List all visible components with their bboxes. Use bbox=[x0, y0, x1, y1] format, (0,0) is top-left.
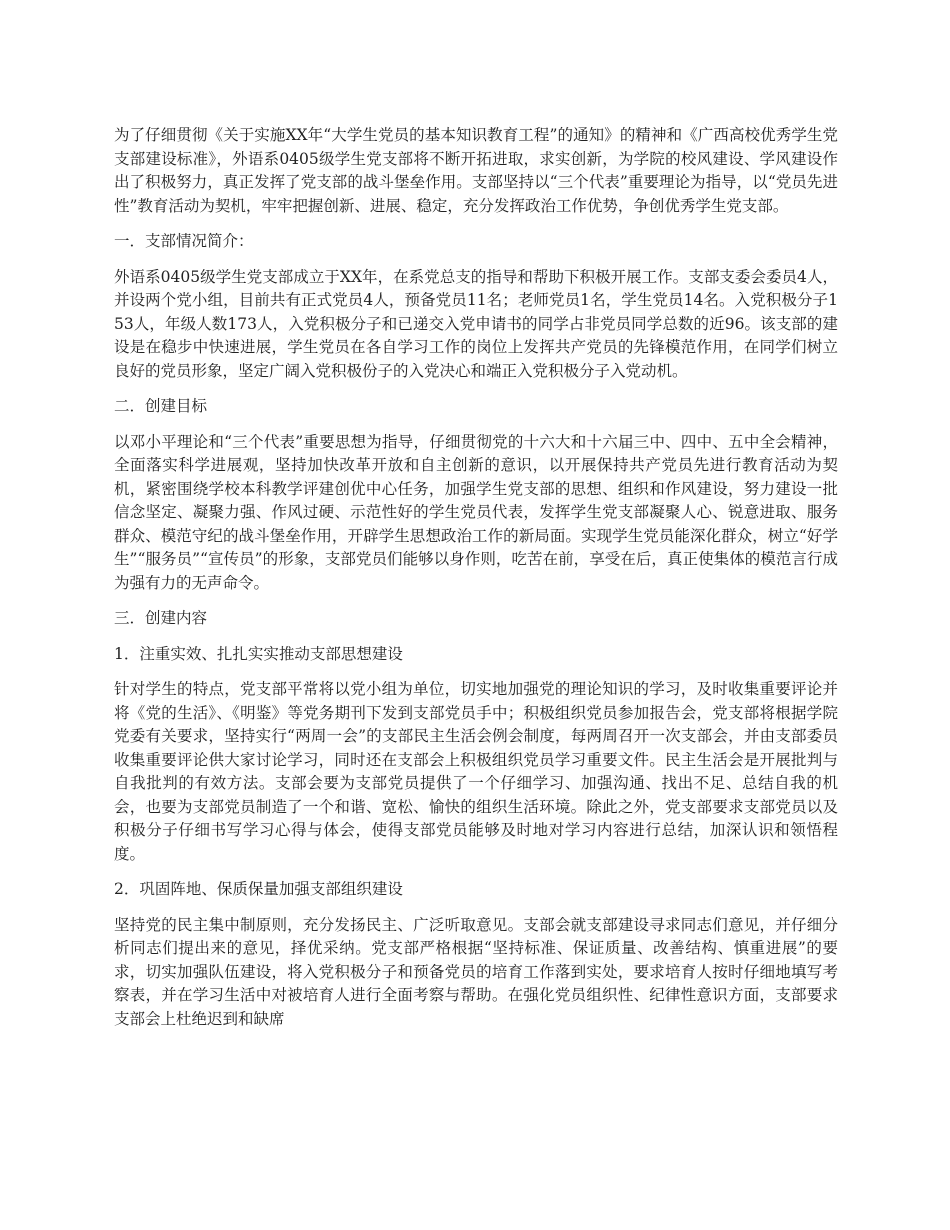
document-body bbox=[114, 124, 838, 1043]
subsection-2-paragraph: 坚持党的民主集中制原则，充分发扬民主、广泛听取意见。支部会就支部建设寻求同志们意见，并仔细分析同志们提出来的意见，择优采纳。党支部严格根据“坚持标准、保证质量、改善结构、慎重进展”的要求，切实加强队伍建设，将入党积极分子和预备党员的培育工作落到实处，要求培育人按时仔细地填写考察表，并在学习生活中对被培育人进行全面考察与帮助。在强化党员组织性、纪律性意识方面，支部要求支部会上杜绝迟到和缺席 bbox=[114, 915, 838, 1028]
intro-paragraph: 为了仔细贯彻《关于实施XX年“大学生党员的基本知识教育工程”的通知》的精神和《广西高校优秀学生党支部建设标准》，外语系0405级学生党支部将不断开拓进取，求实创新，为学院的校风建设、学风建设作出了积极努力，真正发挥了党支部的战斗堡垒作用。支部坚持以“三个代表”重要理论为指导，以“党员先进性”教育活动为契机，牢牢把握创新、进展、稳定，充分发挥政治工作优势，争创优秀学生党支部。 bbox=[114, 126, 838, 215]
subsection-heading-1: 1．注重实效、扎扎实实推动支部思想建设 bbox=[114, 644, 403, 663]
section-heading-3: 三．创建内容 bbox=[114, 609, 208, 627]
section-2-paragraph: 以邓小平理论和“三个代表”重要思想为指导，仔细贯彻党的十六大和十六届三中、四中、五中全会精神，全面落实科学进展观，坚持加快改革开放和自主创新的意识，以开展保持共产党员先进行教育活动为契机，紧密围绕学校本科教学评建创优中心任务，加强学生党支部的思想、组织和作风建设，努力建设一批信念坚定、凝聚力强、作风过硬、示范性好的学生党员代表，发挥学生党支部凝聚人心、锐意进取、服务群众、模范守纪的战斗堡垒作用，开辟学生思想政治工作的新局面。实现学生党员能深化群众，树立“好学生”“服务员”“宣传员”的形象，支部党员们能够以身作则，吃苦在前，享受在后，真正使集体的模范言行成为强有力的无声命令。 bbox=[114, 432, 838, 592]
subsection-heading-2: 2．巩固阵地、保质保量加强支部组织建设 bbox=[114, 880, 403, 898]
section-1-paragraph: 外语系0405级学生党支部成立于XX年，在系党总支的指导和帮助下积极开展工作。支部支委会委员4人，并设两个党小组，目前共有正式党员4人，预备党员11名；老师党员1名，学生党员14名。入党积极分子153人，年级人数173人，入党积极分子和已递交入党申请书的同学占非党员同学总数的近96。该支部的建设是在稳步中快速进展，学生党员在各自学习工作的岗位上发挥共产党员的先锋模范作用，在同学们树立良好的党员形象，坚定广阔入党积极份子的入党决心和端正入党积极分子入党动机。 bbox=[114, 267, 838, 380]
subsection-1-paragraph: 针对学生的特点，党支部平常将以党小组为单位，切实地加强党的理论知识的学习，及时收集重要评论并将《党的生活》、《明鉴》等党务期刊下发到支部党员手中；积极组织党员参加报告会，党支部将根据学院党委有关要求，坚持实行“两周一会”的支部民主生活会例会制度，每两周召开一次支部会，并由支部委员收集重要评论供大家讨论学习，同时还在支部会上积极组织党员学习重要文件。民主生活会是开展批判与自我批判的有效方法。支部会要为支部党员提供了一个仔细学习、加强沟通、找出不足、总结自我的机会，也要为支部党员制造了一个和谐、宽松、愉快的组织生活环境。除此之外，党支部要求支部党员以及积极分子仔细书写学习心得与体会，使得支部党员能够及时地对学习内容进行总结，加深认识和领悟程度。 bbox=[114, 680, 838, 863]
section-heading-1: 一．支部情况简介： bbox=[114, 232, 254, 250]
section-heading-2: 二．创建目标 bbox=[114, 397, 208, 415]
